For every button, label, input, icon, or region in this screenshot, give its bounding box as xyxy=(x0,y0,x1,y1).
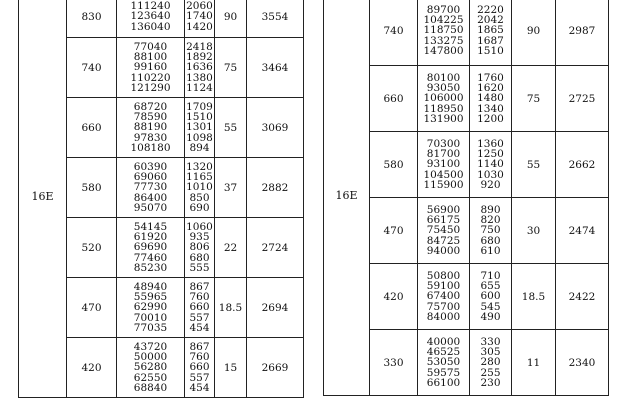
cell-value: 655 xyxy=(480,280,501,293)
cell-value: 610 xyxy=(480,244,501,257)
cell-col1: 420 xyxy=(370,264,418,330)
cell-col2 xyxy=(117,38,185,98)
cell-col1: 660 xyxy=(370,66,418,132)
cell-value: 1760 xyxy=(477,71,504,84)
cell-col3 xyxy=(185,278,215,338)
cell-value: 56280 xyxy=(133,361,168,374)
cell-col4: 90 xyxy=(215,0,247,38)
cell-col4: 18.5 xyxy=(512,264,556,330)
cell-value: 1301 xyxy=(186,121,213,134)
cell-value: 75450 xyxy=(426,224,461,237)
cell-value: 69060 xyxy=(133,171,168,184)
cell-value: 894 xyxy=(189,141,210,154)
cell-value: 230 xyxy=(480,376,501,389)
cell-value: 121290 xyxy=(130,81,171,94)
cell-value: 710 xyxy=(480,269,501,282)
cell-value: 95070 xyxy=(133,201,168,214)
cell-value: 77040 xyxy=(133,40,168,53)
cell-value: 59575 xyxy=(426,366,461,379)
cell-value: 66100 xyxy=(426,376,461,389)
cell-value: 680 xyxy=(189,251,210,264)
cell-value: 56900 xyxy=(426,203,461,216)
cell-value: 1165 xyxy=(186,171,213,184)
cell-col1: 470 xyxy=(67,278,117,338)
cell-col4: 75 xyxy=(512,66,556,132)
cell-value: 84000 xyxy=(426,310,461,323)
cell-value: 1380 xyxy=(186,71,213,84)
cell-col1: 330 xyxy=(370,330,418,396)
cell-col2 xyxy=(117,158,185,218)
cell-value: 50000 xyxy=(133,351,168,364)
cell-value: 1098 xyxy=(186,131,213,144)
cell-value: 2418 xyxy=(186,40,213,53)
cell-value: 2060 xyxy=(186,0,213,13)
cell-col1: 740 xyxy=(67,38,117,98)
cell-value: 88190 xyxy=(133,121,168,134)
cell-value: 88100 xyxy=(133,51,168,64)
cell-col2 xyxy=(117,338,185,398)
cell-value: 77460 xyxy=(133,251,168,264)
cell-value: 77730 xyxy=(133,181,168,194)
cell-col5: 2662 xyxy=(556,132,609,198)
cell-value: 806 xyxy=(189,241,210,254)
cell-value: 1010 xyxy=(186,181,213,194)
cell-value: 53050 xyxy=(426,356,461,369)
cell-value: 280 xyxy=(480,356,501,369)
cell-col5: 2725 xyxy=(556,66,609,132)
cell-value: 94000 xyxy=(426,244,461,257)
cell-value: 1030 xyxy=(477,168,504,181)
cell-col3 xyxy=(185,38,215,98)
cell-col1: 740 xyxy=(370,0,418,66)
cell-value: 48940 xyxy=(133,280,168,293)
cell-value: 81700 xyxy=(426,148,461,161)
cell-col2 xyxy=(418,198,470,264)
cell-value: 1200 xyxy=(477,112,504,125)
cell-value: 1060 xyxy=(186,220,213,233)
cell-col4: 11 xyxy=(512,330,556,396)
cell-col1: 580 xyxy=(370,132,418,198)
cell-value: 69690 xyxy=(133,241,168,254)
cell-value: 454 xyxy=(189,381,210,394)
cell-col4: 15 xyxy=(215,338,247,398)
cell-value: 66175 xyxy=(426,214,461,227)
cell-value: 80100 xyxy=(426,71,461,84)
cell-value: 600 xyxy=(480,290,501,303)
cell-col1: 420 xyxy=(67,338,117,398)
cell-col4: 55 xyxy=(512,132,556,198)
cell-value: 89700 xyxy=(426,3,461,16)
cell-value: 108180 xyxy=(130,141,171,154)
cell-value: 545 xyxy=(480,300,501,313)
cell-value: 62990 xyxy=(133,301,168,314)
cell-col3 xyxy=(470,132,512,198)
cell-value: 60390 xyxy=(133,160,168,173)
cell-value: 680 xyxy=(480,234,501,247)
cell-value: 2220 xyxy=(477,3,504,16)
cell-value: 46525 xyxy=(426,346,461,359)
cell-value: 85230 xyxy=(133,261,168,274)
cell-col4: 37 xyxy=(215,158,247,218)
cell-col3 xyxy=(185,338,215,398)
cell-value: 820 xyxy=(480,214,501,227)
cell-value: 43720 xyxy=(133,340,168,353)
cell-col3 xyxy=(470,0,512,66)
cell-col2 xyxy=(418,66,470,132)
cell-col4: 18.5 xyxy=(215,278,247,338)
cell-value: 133275 xyxy=(423,34,464,47)
cell-value: 660 xyxy=(189,361,210,374)
cell-value: 50800 xyxy=(426,269,461,282)
cell-value: 118750 xyxy=(423,24,464,37)
cell-value: 1250 xyxy=(477,148,504,161)
cell-value: 111240 xyxy=(130,0,171,13)
cell-value: 123640 xyxy=(130,10,171,23)
cell-col2 xyxy=(117,98,185,158)
cell-value: 54145 xyxy=(133,220,168,233)
cell-value: 70010 xyxy=(133,311,168,324)
cell-value: 255 xyxy=(480,366,501,379)
cell-value: 890 xyxy=(480,203,501,216)
spec-table-right xyxy=(323,0,609,396)
cell-col3 xyxy=(185,158,215,218)
cell-value: 330 xyxy=(480,335,501,348)
cell-value: 110220 xyxy=(130,71,171,84)
cell-col2 xyxy=(418,330,470,396)
cell-col2 xyxy=(418,132,470,198)
cell-value: 40000 xyxy=(426,335,461,348)
cell-value: 750 xyxy=(480,224,501,237)
cell-value: 61920 xyxy=(133,231,168,244)
cell-value: 1865 xyxy=(477,24,504,37)
cell-value: 78590 xyxy=(133,111,168,124)
cell-value: 93050 xyxy=(426,82,461,95)
cell-value: 131900 xyxy=(423,112,464,125)
cell-col3 xyxy=(185,0,215,38)
cell-col1: 660 xyxy=(67,98,117,158)
cell-col2 xyxy=(117,0,185,38)
cell-col5: 2724 xyxy=(247,218,304,278)
cell-col2 xyxy=(418,264,470,330)
cell-col3 xyxy=(470,198,512,264)
cell-col1: 830 xyxy=(67,0,117,38)
cell-value: 136040 xyxy=(130,20,171,33)
cell-value: 660 xyxy=(189,301,210,314)
cell-value: 68720 xyxy=(133,100,168,113)
cell-value: 104225 xyxy=(423,14,464,27)
cell-value: 147800 xyxy=(423,44,464,57)
cell-value: 490 xyxy=(480,310,501,323)
cell-value: 77035 xyxy=(133,321,168,334)
table-row xyxy=(324,0,609,66)
cell-col2 xyxy=(117,218,185,278)
cell-value: 1420 xyxy=(186,20,213,33)
cell-col4: 90 xyxy=(512,0,556,66)
cell-value: 1124 xyxy=(186,81,213,94)
cell-col4: 75 xyxy=(215,38,247,98)
cell-value: 1140 xyxy=(477,158,504,171)
cell-value: 1892 xyxy=(186,51,213,64)
cell-value: 1360 xyxy=(477,137,504,150)
cell-value: 1620 xyxy=(477,82,504,95)
cell-value: 86400 xyxy=(133,191,168,204)
cell-value: 690 xyxy=(189,201,210,214)
cell-col5: 2694 xyxy=(247,278,304,338)
table-row xyxy=(19,0,304,38)
cell-value: 1636 xyxy=(186,61,213,74)
cell-col5: 2987 xyxy=(556,0,609,66)
cell-value: 760 xyxy=(189,291,210,304)
cell-value: 1320 xyxy=(186,160,213,173)
cell-value: 67400 xyxy=(426,290,461,303)
cell-col4: 55 xyxy=(215,98,247,158)
cell-col5: 3464 xyxy=(247,38,304,98)
cell-value: 1709 xyxy=(186,100,213,113)
cell-value: 305 xyxy=(480,346,501,359)
cell-value: 557 xyxy=(189,311,210,324)
cell-value: 454 xyxy=(189,321,210,334)
group-label: 16E xyxy=(19,0,67,398)
group-label: 16E xyxy=(324,0,370,396)
cell-value: 99160 xyxy=(133,61,168,74)
cell-col5: 3069 xyxy=(247,98,304,158)
cell-value: 920 xyxy=(480,178,501,191)
cell-value: 557 xyxy=(189,371,210,384)
cell-col2 xyxy=(418,0,470,66)
cell-value: 106000 xyxy=(423,92,464,105)
cell-value: 555 xyxy=(189,261,210,274)
cell-col5: 2422 xyxy=(556,264,609,330)
cell-col4: 22 xyxy=(215,218,247,278)
cell-col4: 30 xyxy=(512,198,556,264)
cell-value: 93100 xyxy=(426,158,461,171)
cell-value: 115900 xyxy=(423,178,464,191)
cell-col5: 3554 xyxy=(247,0,304,38)
cell-value: 62550 xyxy=(133,371,168,384)
cell-value: 2042 xyxy=(477,14,504,27)
cell-value: 1510 xyxy=(477,44,504,57)
spec-table-left xyxy=(18,0,304,398)
cell-value: 1740 xyxy=(186,10,213,23)
cell-col3 xyxy=(470,66,512,132)
cell-value: 75700 xyxy=(426,300,461,313)
cell-value: 867 xyxy=(189,340,210,353)
cell-value: 1687 xyxy=(477,34,504,47)
cell-value: 68840 xyxy=(133,381,168,394)
cell-col3 xyxy=(185,218,215,278)
cell-value: 59100 xyxy=(426,280,461,293)
cell-value: 1340 xyxy=(477,102,504,115)
cell-col2 xyxy=(117,278,185,338)
cell-value: 118950 xyxy=(423,102,464,115)
cell-value: 935 xyxy=(189,231,210,244)
cell-col5: 2474 xyxy=(556,198,609,264)
cell-value: 850 xyxy=(189,191,210,204)
cell-col5: 2340 xyxy=(556,330,609,396)
cell-value: 1480 xyxy=(477,92,504,105)
cell-col5: 2882 xyxy=(247,158,304,218)
cell-value: 70300 xyxy=(426,137,461,150)
cell-value: 84725 xyxy=(426,234,461,247)
cell-col3 xyxy=(470,264,512,330)
cell-value: 55965 xyxy=(133,291,168,304)
cell-value: 1510 xyxy=(186,111,213,124)
cell-value: 867 xyxy=(189,280,210,293)
cell-col1: 470 xyxy=(370,198,418,264)
cell-col1: 520 xyxy=(67,218,117,278)
cell-col3 xyxy=(185,98,215,158)
cell-value: 760 xyxy=(189,351,210,364)
cell-col3 xyxy=(470,330,512,396)
cell-col1: 580 xyxy=(67,158,117,218)
cell-value: 104500 xyxy=(423,168,464,181)
cell-value: 97830 xyxy=(133,131,168,144)
cell-col5: 2669 xyxy=(247,338,304,398)
